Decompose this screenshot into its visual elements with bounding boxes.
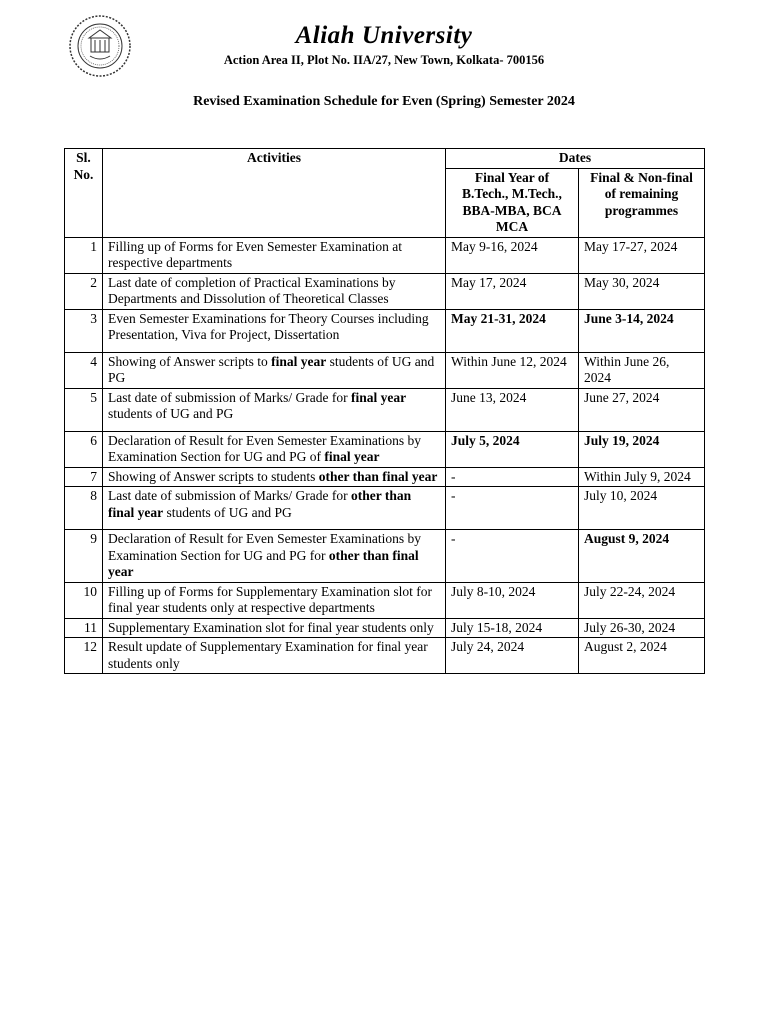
row-activity	[103, 388, 446, 431]
row-final-year-date: July 24, 2024	[446, 638, 579, 674]
row-serial-number: 5	[65, 388, 103, 431]
row-remaining-programmes-date: May 30, 2024	[579, 273, 705, 309]
row-final-year-date: July 15-18, 2024	[446, 618, 579, 638]
row-remaining-programmes-date: Within July 9, 2024	[579, 467, 705, 487]
row-serial-number: 11	[65, 618, 103, 638]
row-remaining-programmes-date: August 9, 2024	[579, 530, 705, 583]
row-remaining-programmes-date: May 17-27, 2024	[579, 237, 705, 273]
table-row	[65, 467, 705, 487]
row-remaining-programmes-date: July 26-30, 2024	[579, 618, 705, 638]
row-serial-number: 7	[65, 467, 103, 487]
row-final-year-date: July 5, 2024	[446, 431, 579, 467]
activity-text-segment: Declaration of Result for Even Semester Examinations by Examination Section for UG and PG of	[108, 432, 422, 464]
row-serial-number: 4	[65, 352, 103, 388]
row-activity	[103, 638, 446, 674]
table-row	[65, 309, 705, 352]
activity-text-segment: Last date of submission of Marks/ Grade for	[108, 488, 351, 503]
activity-text-segment: other than final year	[318, 468, 438, 484]
table-row	[65, 530, 705, 583]
table-row	[65, 487, 705, 530]
table-row	[65, 638, 705, 674]
activity-text-segment: students of UG and PG	[108, 353, 435, 385]
row-remaining-programmes-date: July 19, 2024	[579, 431, 705, 467]
table-row	[65, 237, 705, 273]
row-serial-number: 3	[65, 309, 103, 352]
university-name: Aliah University	[295, 22, 473, 49]
activity-text-segment: Supplementary Examination slot for final year students only	[108, 619, 434, 635]
row-activity	[103, 530, 446, 583]
row-final-year-date: -	[446, 487, 579, 530]
row-final-year-date: May 21-31, 2024	[446, 309, 579, 352]
table-row	[65, 618, 705, 638]
activity-text-segment: Filling up of Forms for Even Semester Examination at respective departments	[108, 238, 402, 270]
activity-text-segment: other than final year	[108, 547, 419, 579]
activity-text-segment: Result update of Supplementary Examination for final year students only	[108, 639, 428, 671]
university-seal-icon	[68, 14, 132, 78]
row-serial-number: 9	[65, 530, 103, 583]
table-row	[65, 388, 705, 431]
row-serial-number: 10	[65, 582, 103, 618]
activity-text-segment: students of UG and PG	[108, 406, 234, 421]
row-remaining-programmes-date: August 2, 2024	[579, 638, 705, 674]
row-activity	[103, 618, 446, 638]
activity-text-segment: final year	[271, 353, 327, 369]
activities-header: Activities	[103, 149, 446, 238]
row-activity	[103, 309, 446, 352]
sl-header-line1: Sl.	[76, 150, 91, 165]
activity-text-segment: other than final year	[108, 488, 412, 520]
row-remaining-programmes-date: July 22-24, 2024	[579, 582, 705, 618]
row-serial-number: 6	[65, 431, 103, 467]
table-row	[65, 273, 705, 309]
row-final-year-date: June 13, 2024	[446, 388, 579, 431]
row-activity	[103, 237, 446, 273]
activity-text-segment: final year	[324, 449, 380, 464]
row-final-year-date: -	[446, 530, 579, 583]
activity-text-segment: students of UG and PG	[163, 504, 292, 520]
activity-text-segment: Last date of completion of Practical Examinations by Departments and Dissolution of Theoretical Classes	[108, 274, 396, 306]
table-row	[65, 352, 705, 388]
row-activity	[103, 582, 446, 618]
activity-text-segment: Showing of Answer scripts to	[108, 353, 272, 369]
final-year-column-header: Final Year of B.Tech., M.Tech., BBA-MBA, BCA MCA	[446, 168, 579, 237]
schedule-table	[64, 148, 705, 674]
row-serial-number: 1	[65, 237, 103, 273]
document-title: Revised Examination Schedule for Even (Spring) Semester 2024	[193, 94, 575, 109]
activity-text-segment: Last date of submission of Marks/ Grade for	[108, 389, 351, 405]
activity-text-segment: Filling up of Forms for Supplementary Examination slot for final year students only at respective departments	[108, 583, 432, 615]
university-address: Action Area II, Plot No. IIA/27, New Town, Kolkata- 700156	[223, 53, 545, 67]
table-row	[65, 582, 705, 618]
row-final-year-date: July 8-10, 2024	[446, 582, 579, 618]
dates-header: Dates	[446, 149, 705, 169]
row-activity	[103, 431, 446, 467]
row-activity	[103, 273, 446, 309]
row-serial-number: 8	[65, 487, 103, 530]
activity-text-segment: final year	[350, 389, 407, 405]
row-activity	[103, 487, 446, 530]
row-final-year-date: Within June 12, 2024	[446, 352, 579, 388]
sl-header-line2: No.	[73, 166, 94, 182]
activity-text-segment: Showing of Answer scripts to students	[108, 468, 319, 484]
activity-text-segment: Declaration of Result for Even Semester Examinations by Examination Section for UG and PG for	[108, 531, 422, 563]
schedule-rows	[65, 237, 705, 674]
row-final-year-date: May 17, 2024	[446, 273, 579, 309]
row-remaining-programmes-date: July 10, 2024	[579, 487, 705, 530]
row-remaining-programmes-date: June 27, 2024	[579, 388, 705, 431]
table-row	[65, 431, 705, 467]
row-serial-number: 2	[65, 273, 103, 309]
row-remaining-programmes-date: Within June 26, 2024	[579, 352, 705, 388]
row-remaining-programmes-date: June 3-14, 2024	[579, 309, 705, 352]
row-final-year-date: -	[446, 467, 579, 487]
row-activity	[103, 467, 446, 487]
row-serial-number: 12	[65, 638, 103, 674]
activity-text-segment: Even Semester Examinations for Theory Courses including Presentation, Viva for Project, Dissertation	[108, 310, 429, 342]
remaining-programmes-column-header: Final & Non-final of remaining programmes	[579, 168, 705, 237]
sl-no-header	[65, 149, 103, 238]
row-final-year-date: May 9-16, 2024	[446, 237, 579, 273]
row-activity	[103, 352, 446, 388]
